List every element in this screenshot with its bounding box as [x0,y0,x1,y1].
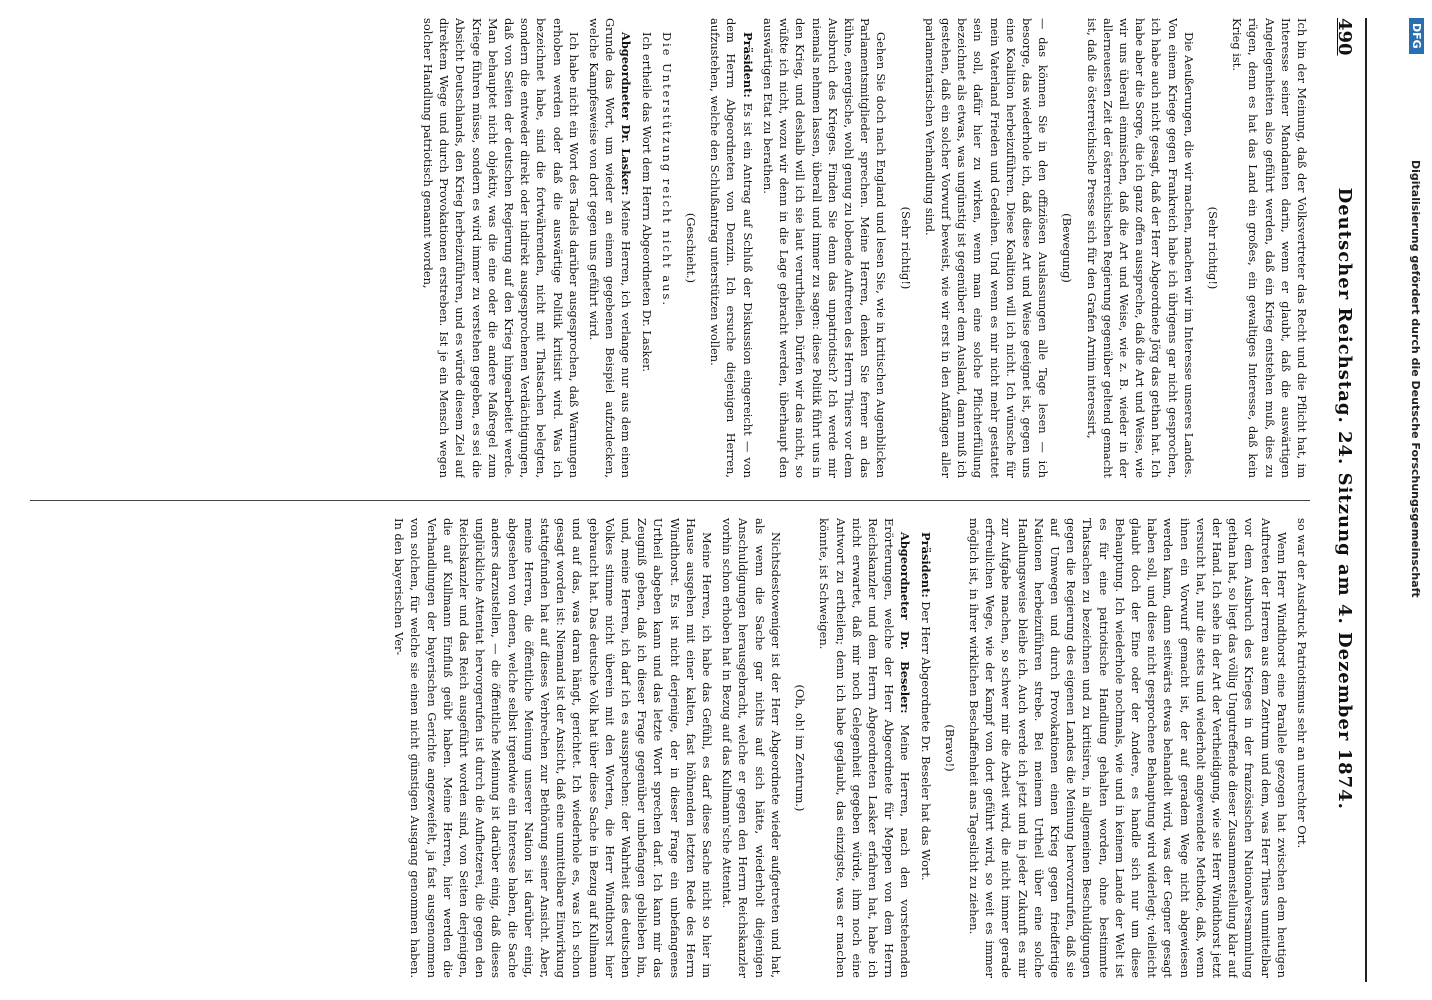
audience-reaction: (Sehr richtig!) [898,206,913,290]
running-header [1325,18,1367,982]
paragraph: Wenn Herr Windthorst eine Parallele gezogen hat zwischen dem heutigen Auftreten der Herren aus dem Zentrum und dem, was Herr Thiers unmittelbar vor dem Ausbruch des Krieges in der französischen Nationalversammlung gethan hat, so liegt das völlig Ungutreffende dieser Zusammenstellung klar auf der Hand. Ich sehe in der Art der Vertheidigung, wie sie Herr Windthorst jetzt versucht hat, nur die stets und wiederholt angewendete Methode, daß, wenn ihnen ein Vorwurf gemacht ist, der auf geradem Wege nicht abgewiesen werden kann, dann seitwärts etwas behandelt wird, was der Gegner gesagt haben soll, und diese nicht gesprochene Behauptung wird widerlegt; vielleicht glaubt doch der Eine oder der Andere, es handle sich nur um diese Behauptung. Ich wiederhole nochmals, wie und in keinem Lande der Welt ist es für eine patriotische Handlung gehalten worden, ohne bestimmte Thatsachen zu bezeichnen und zu kritisiren, in allgemeinen Beschuldigungen gegen die Regierung des eigenen Landes die Meinung hervorzurufen, daß sie auf Umwegen und durch Provokationen einen Krieg gegen friedfertige Nationen herbeizuführen strebe. Bei meinem Urtheil über eine solche Handlungsweise bleibe ich. Auch werde ich jetzt und in jeder Zukunft es mir zur Aufgabe machen, so schwer mir die Arbeit wird, die nicht immer gerade erfreulichen Wege, wie der Kampf von dort geführt wird, so weit es immer möglich ist, in ihrer wirklichen Beschaffenheit ans Tageslicht zu ziehen. [966,518,1289,978]
paragraph: Nichtsdestoweniger ist der Herr Abgeordnete wieder aufgetreten und hat, als wenn die Sache gar nichts auf sich hätte, wiederholt diejenigen Anschuldigungen herausgebracht, welche er gegen den Herrn Reichskanzler vorhin schon erhoben hat in Bezug auf das Kullmann'sche Attentat. [720,518,783,978]
dfg-footer-strip [1390,0,1432,1000]
page-number: 490 [1334,18,1356,56]
paragraph: — das können Sie in den offiziösen Auslassungen alle Tage lesen — ich besorge, das wiederhole ich, daß diese Art und Weise geeignet ist, gegen uns eine Koalition herbeizuführen. Diese Koalition will ich nicht. Ich wünsche für mein Vaterland Frieden und Gedeihen. Und wenn es mir nicht mehr gestattet sein soll, dafür hier zu wirken, wenn man eine solche Pflichterfüllung bezeichnet als etwas, was ungünstig ist gegenüber dem Ausland, dann muß ich gestehen, daß ein solcher Vorwurf beweist, wie wir erst in den Anfängen aller parlamentarischen Verhandlung sind. [922,18,1051,478]
right-text-column [30,518,1310,978]
column-divider [30,500,1310,501]
paragraph: Die Unterstützung reicht nicht aus. [659,32,674,307]
speaker-label: Abgeordneter Dr. Beseler: [898,532,913,714]
audience-reaction: (Geschieht.) [684,212,699,284]
paragraph: Ich habe nicht ein Wort des Tadels darüber ausgesprochen, daß Warnungen erhoben werden oder daß die auswärtige Politik kritisirt wird. Was ich bezeichnet habe, sind die fortwährenden, nicht mit Thatsachen belegten, sondern die entweder direkt oder indirekt ausgesprochenen Verdächtigungen, daß von Seiten der deutschen Regierung auf den Krieg hingearbeitet werde. Man behauptet nicht objektiv, was die eine oder die andere Maßregel zum Kriege führen müsse, sondern es wird immer zu verstehen gegeben, es sei die Absicht Deutschlands, den Krieg herbeizuführen, und es würde diesem Ziel auf direktem Wege und durch Provokationen erstreben. Ist je ein Mensch wegen solcher Handlung patriotisch genannt worden, [421,18,581,478]
paragraph: Die Aeußerungen, die wir machen, machen wir im Interesse unseres Landes. Von einem Kriege gegen Frankreich habe ich übrigens gar nicht gesprochen, ich habe auch nicht gesagt, daß der Herr Abgeordnete Jörg das gethan hat. Ich habe aber die Sorge, die ich ganz offen ausspreche, daß die Art und Weise, wie wir uns überall einmischen, daß die Art und Weise, wie z. B. wieder in der allerneuesten Zeit der österreichischen Regierung gegenüber geltend gemacht ist, daß die österreichische Presse sich für den Grafen Arnim interessirt, [1084,18,1196,478]
paragraph: Ich bin der Meinung, daß der Volksvertreter das Recht und die Pflicht hat, im Interesse seiner Mandanten darin, wenn er glaubt, daß die auswärtigen Angelegenheiten also geführt werden, daß ein Krieg entstehen muß, dies zu rügen, denn es hat das Land ein großes, ein gewaltiges Interesse, daß kein Krieg ist. [1230,18,1309,478]
audience-reaction: (Bravo!) [942,724,957,772]
speaker-label: Abgeordneter Dr. Lasker: [619,32,634,196]
audience-reaction: (Oh, oh! im Zentrum.) [793,684,808,812]
speaker-label: Präsident: [918,532,933,598]
speech-text: Meine Herren, nach den vorstehenden Erörterungen, welche der Herr Abgeordnete für Meppen von dem Herrn Reichskanzler und dem Herrn Abgeordneten Lasker erfahren hat, habe ich nicht erwartet, daß mir noch Gelegenheit gegeben würde, ihm noch eine Antwort zu ertheilen; denn ich habe geglaubt, das einzigste, was er machen könnte, ist Schweigen. [817,518,913,978]
paragraph [586,18,635,478]
dfg-notice: Digitalisierung gefördert durch die Deutsche Forschungsgemeinschaft [1409,160,1422,598]
paragraph: Meine Herren, ich habe das Gefühl, es darf diese Sache nicht so hier im Hause ausgehen mit einer kalten, fast höhnenden letzten Rede des Herrn Windthorst. Es ist nicht derjenige, der in dieser Frage ein unbefangenes Urtheil abgeben kann und das letzte Wort sprechen darf. Ich kann mir das Zeugniß geben, daß ich dieser Frage gegenüber unbefangen geblieben bin, und, meine Herren, ich darf ich es aussprechen: der Wahrheit des deutschen Volkes stimme nicht überein mit den Worten, die Herr Windthorst hier gebraucht hat. Das deutsche Volk hat über diese Sache in Bezug auf Kullmann und auf das, was daran hängt, gerichtet. Ich wiederhole es, was ich schon gesagt worden ist: Niemand ist der Ansicht, daß eine unmittelbare Einwirkung stattgefunden hat auf dieses Verbrechen zur Bethörung seiner Ansicht. Aber, meine Herren, die öffentliche Meinung unserer Nation ist darüber einig, abgesehen von denen, welche selbst irgendwie ein Interesse haben, die Sache anders darzustellen, — die öffentliche Meinung ist darüber einig, daß dieses unglückliche Attentat hervorgerufen ist durch die Aufhetzerei, die gegen den Reichskanzler und das Reich ausgeführt worden sind, von Seiten derjenigen, die auf Kullmann Einfluß geübt haben. Meine Herren, hier werden die Verhandlungen der bayerischen Gerichte angezweifelt, ja fast ausgenommen von solchen, für welche sie einen nicht günstigen Ausgang genommen haben. In den bayerischen Ver- [392,518,715,978]
paragraph [917,518,933,978]
paragraph: Gehen Sie doch nach England und lesen Sie, wie in kritischen Augenblicken Parlamentsmitglieder sprechen. Meine Herren, denken Sie ferner an das kühne, energische, wohl genug zu lobende Auftreten des Herrn Thiers vor dem Ausbruch des Krieges. Finden Sie denn das unpatriotisch? Ich werde mir niemals nehmen lassen, überall und immer zu sagen: diese Politik führt uns in den Krieg, und deshalb will ich sie laut verurtheilen. Dürfen wir das nicht, so wüßte ich nicht, wozu wir denn in die Lage gebracht werden, überhaupt den auswärtigen Etat zu berathen. [760,18,889,478]
audience-reaction: (Sehr richtig!) [1205,206,1220,290]
paragraph: Ich ertheile das Wort dem Herrn Abgeordneten Dr. Lasker. [639,32,654,373]
running-title: Deutscher Reichstag. 24. Sitzung am 4. Dezember 1874. [1334,187,1356,810]
speaker-label: Präsident: [740,32,755,98]
paragraph: so war der Ausdruck Patriotismus sehr an unrechter Ort. [1295,518,1309,849]
speech-text: Meine Herren, ich verlange nur aus dem einen Grunde das Wort, um wieder an einem gegebenen Beispiel aufzudecken, welche Kampfesweise von dort gegen uns geführt wird. [587,18,634,478]
dfg-logo: DFG [1409,18,1424,54]
left-text-column [30,18,1310,478]
paragraph [816,518,913,978]
speech-text: Der Herr Abgeordnete Dr. Beseler hat das Wort. [918,601,933,881]
audience-reaction: (Bewegung) [1060,213,1075,283]
speech-text: Es ist ein Antrag auf Schluß der Diskussion eingereicht — von dem Herrn Abgeordneten von Denzin. Ich ersuche diejenigen Herren, aufzustehen, welche den Schlußantrag unterstützen wollen. [708,18,755,478]
paragraph [707,18,756,478]
